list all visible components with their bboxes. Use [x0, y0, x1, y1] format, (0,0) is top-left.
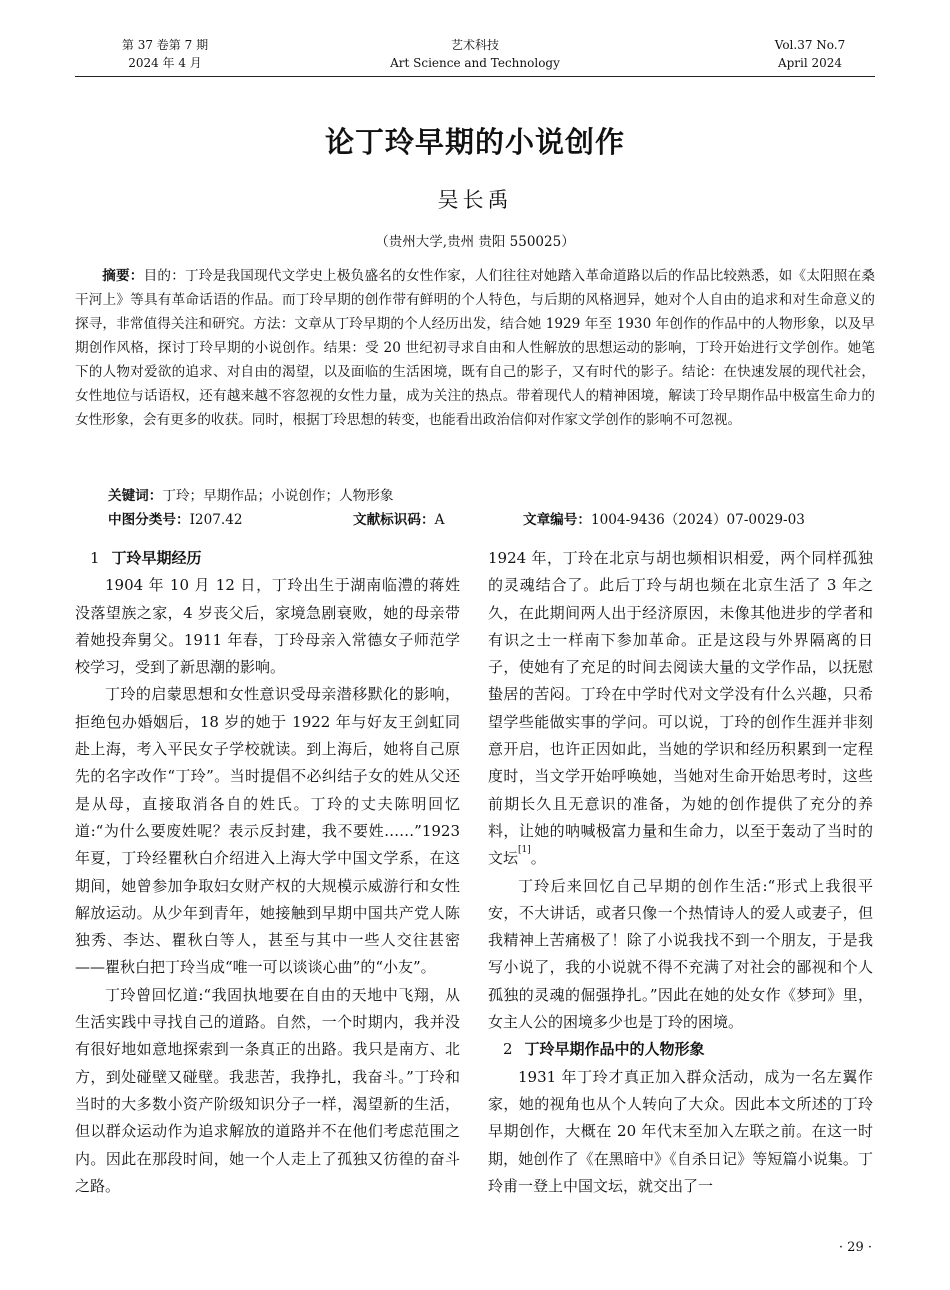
clc-label: 中图分类号： [108, 512, 190, 528]
citation-ref: [1] [518, 845, 531, 856]
abstract-label: 摘要： [102, 268, 144, 284]
journal-name-en: Art Science and Technology [390, 56, 560, 70]
date-en-line: April 2024 [777, 56, 843, 70]
body-paragraph: 丁玲曾回忆道:“我固执地要在自由的天地中飞翔，从生活实践中寻找自己的道路。自然，一个时期内，我并没有很好地如意地探索到一条真正的出路。我只是南方、北方，到处碰壁又碰壁。我悲苦，我挣扎，我奋斗。”丁玲和当时的大多数小资产阶级知识分子一样，渴望新的生活，但以群众运动作为追求解放的道路并不在他们考虑范围之内。因此在那段时间，她一个人走上了孤独又彷徨的奋斗之路。 [75, 985, 460, 1195]
page-number: · 29 · [838, 1240, 872, 1255]
volume-issue-line: 第 37 卷第 7 期 [121, 38, 209, 52]
section-heading [488, 1036, 873, 1063]
section-number: 1 [90, 549, 100, 567]
section-title: 丁玲早期作品中的人物形象 [524, 1040, 705, 1059]
article-author: 吴长禹 [437, 188, 513, 212]
article-title: 论丁玲早期的小说创作 [324, 125, 625, 159]
classification-row [108, 508, 878, 532]
article-number-value: 1004-9436（2024）07-0029-03 [590, 512, 805, 528]
issue-date-line: 2024 年 4 月 [128, 56, 202, 70]
abstract [75, 264, 875, 432]
keywords [108, 484, 393, 508]
journal-name [360, 36, 590, 72]
doc-code-value: A [434, 512, 445, 528]
body-column-right [488, 545, 873, 1255]
section-title: 丁玲早期经历 [111, 549, 202, 567]
clc-value: I207.42 [189, 512, 243, 528]
body-column-left [75, 545, 460, 1255]
keywords-label: 关键词： [108, 488, 163, 504]
body-paragraph: 丁玲的启蒙思想和女性意识受母亲潜移默化的影响，拒绝包办婚姻后，18 岁的她于 1922 年与好友王剑虹同赴上海，考入平民女子学校就读。到上海后，她将自己原先的名字改作“丁玲”。当时提倡不必纠结子女的姓从父还是从母，直接取消各自的姓氏。丁玲的丈夫陈明回忆道:“为什么要废姓呢？表示反封建，我不要姓……”1923 年夏，丁玲经瞿秋白介绍进入上海大学中国文学系，在这期间，她曾参加争取妇女财产权的大规模示威游行和女性解放运动。从少年到青年，她接触到早期中国共产党人陈独秀、李达、瞿秋白等人，甚至与其中一些人交往甚密——瞿秋白把丁玲当成“唯一可以谈谈心曲”的“小友”。 [75, 685, 460, 977]
body-paragraph [488, 545, 873, 873]
body-paragraph: 1904 年 10 月 12 日，丁玲出生于湖南临澧的蒋姓没落望族之家，4 岁丧父后，家境急剧衰败，她的母亲带着她投奔舅父。1911 年春，丁玲母亲入常德女子师范学校学习，受到了新思潮的影响。 [75, 576, 460, 677]
clc-number [108, 508, 243, 532]
body-paragraph: 1931 年丁玲才真正加入群众活动，成为一名左翼作家，她的视角也从个人转向了大众。因此本文所述的丁玲早期创作，大概在 20 年代末至加入左联之前。在这一时期，她创作了《在黑暗中》《自杀日记》等短篇小说集。丁玲甫一登上中国文坛，就交出了一 [488, 1067, 873, 1195]
journal-volume-issue [100, 36, 230, 72]
document-code [353, 508, 444, 532]
section-heading [75, 545, 460, 572]
header-divider [75, 76, 875, 77]
author-affiliation: （贵州大学,贵州 贵阳 550025） [375, 234, 575, 250]
paragraph-end: 。 [530, 849, 546, 868]
section-number: 2 [503, 1040, 513, 1059]
paragraph-text: 1924 年，丁玲在北京与胡也频相识相爱，两个同样孤独的灵魂结合了。此后丁玲与胡也频在北京生活了 3 年之久，在此期间两人出于经济原因，未像其他进步的学者和有识之士一样南下参加革命。正是这段与外界隔离的日子，使她有了充足的时间去阅读大量的文学作品，以抚慰蛰居的苦闷。丁玲在中学时代对文学没有什么兴趣，只希望学些能做实事的学问。可以说，丁玲的创作生涯并非刻意开启，也许正因如此，当她的学识和经历积累到一定程度时，当文学开始呼唤她，当她对生命开始思考时，这些前期长久且无意识的准备，为她的创作提供了充分的养料，让她的呐喊极富力量和生命力，以至于轰动了当时的文坛 [488, 549, 873, 868]
journal-name-cn: 艺术科技 [450, 38, 499, 52]
doc-code-label: 文献标识码： [353, 512, 435, 528]
keywords-text: 丁玲；早期作品；小说创作；人物形象 [162, 488, 394, 504]
body-paragraph: 丁玲后来回忆自己早期的创作生活:“形式上我很平安，不大讲话，或者只像一个热情诗人的爱人或妻子，但我精神上苦痛极了！除了小说我找不到一个朋友，于是我写小说了，我的小说就不得不充满了对社会的鄙视和个人孤独的灵魂的倔强挣扎。”因此在她的处女作《梦珂》里，女主人公的困境多少也是丁玲的困境。 [488, 876, 873, 1032]
article-number [523, 508, 805, 532]
volume-en-line: Vol.37 No.7 [774, 38, 846, 52]
journal-volume-en [740, 36, 880, 72]
article-number-label: 文章编号： [523, 512, 591, 528]
abstract-text: 目的：丁玲是我国现代文学史上极负盛名的女性作家，人们往往对她踏入革命道路以后的作品比较熟悉，如《太阳照在桑干河上》等具有革命话语的作品。而丁玲早期的创作带有鲜明的个人特色，与后期的风格迥异，她对个人自由的追求和对生命意义的探寻，非常值得关注和研究。方法：文章从丁玲早期的个人经历出发，结合她 1929 年至 1930 年创作的作品中的人物形象，以及早期创作风格，探讨丁玲早期的小说创作。结果：受 20 世纪初寻求自由和人性解放的思想运动的影响，丁玲开始进行文学创作。她笔下的人物对爱欲的追求、对自由的渴望，以及面临的生活困境，既有自己的影子，又有时代的影子。结论：在快速发展的现代社会，女性地位与话语权，还有越来越不容忽视的女性力量，成为关注的热点。带着现代人的精神困境，解读丁玲早期作品中极富生命力的女性形象，会有更多的收获。同时，根据丁玲思想的转变，也能看出政治信仰对作家文学创作的影响不可忽视。 [75, 268, 876, 428]
